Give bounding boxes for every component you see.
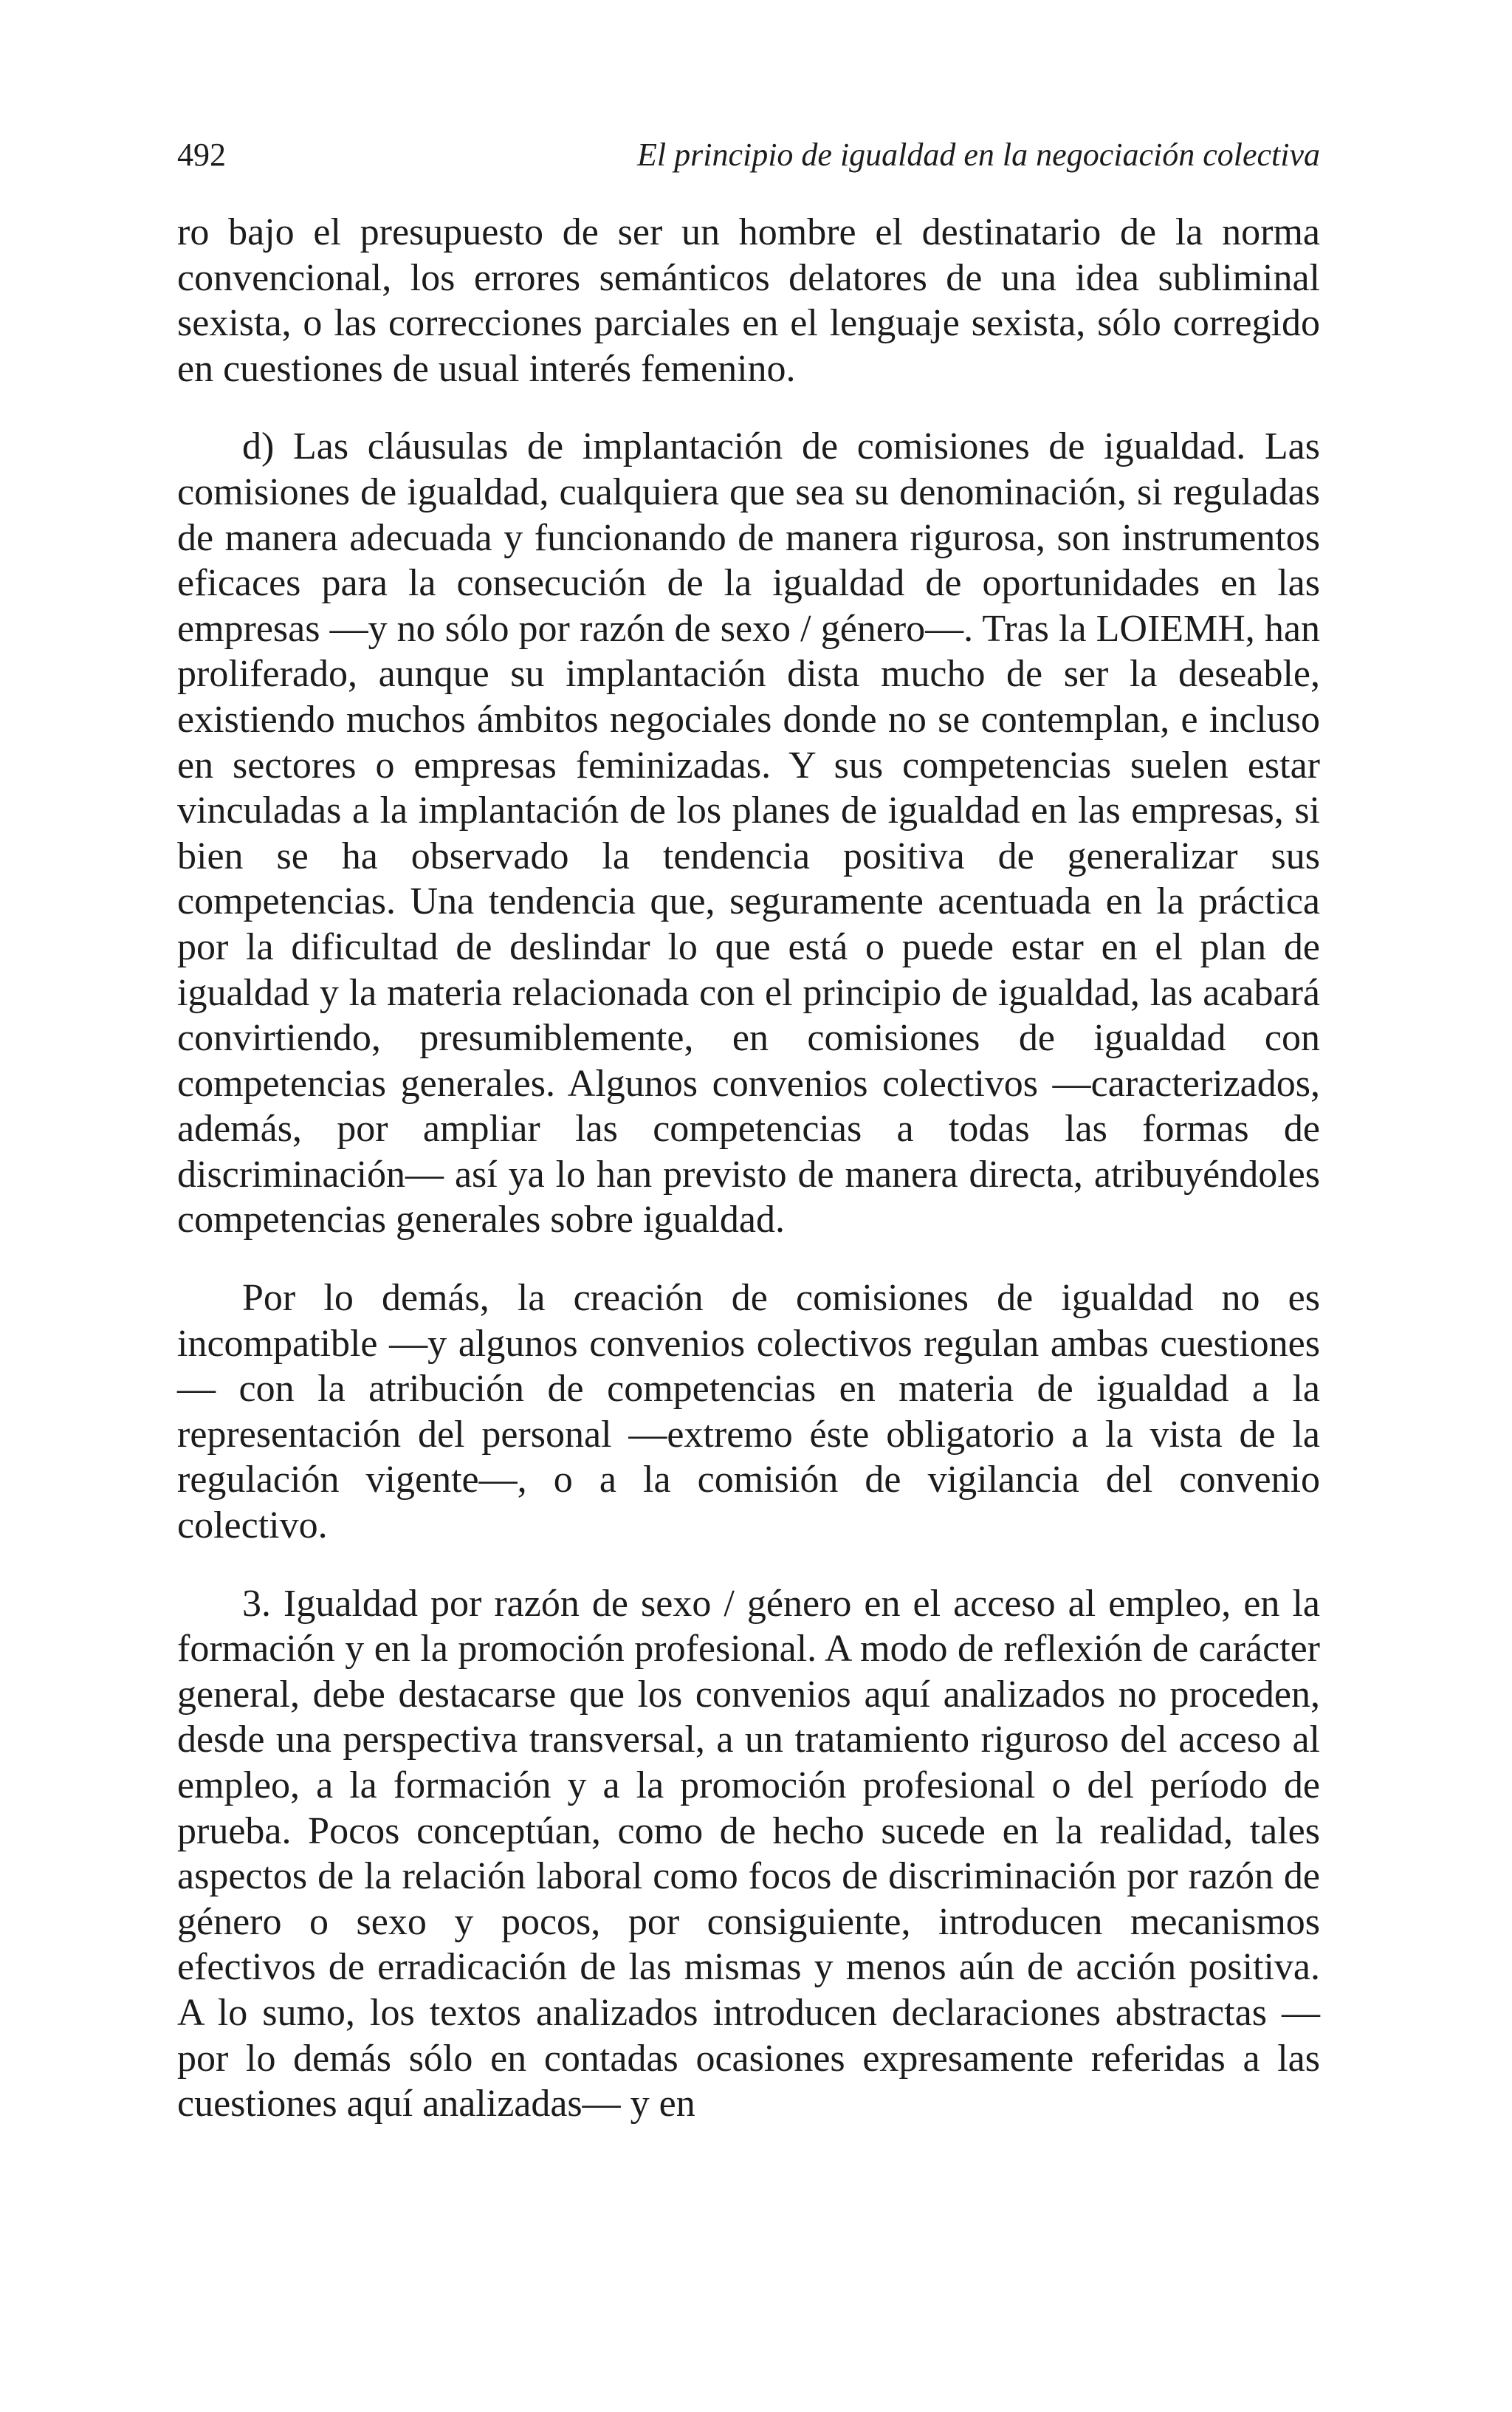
paragraph-por-lo-demas: Por lo demás, la creación de comisiones de igualdad no es incompatible —y algunos convenios colectivos regulan ambas cuestiones— con la atribución de competencias en materia de igualdad a la representación del personal —extremo éste obligatorio a la vista de la regulación vigente—, o a la comisión de vigilancia del convenio colectivo. xyxy=(177,1277,1320,1547)
running-header xyxy=(177,133,1320,177)
paragraph-continuation: ro bajo el presupuesto de ser un hombre el destinatario de la norma convencional, los errores semánticos delatores de una idea subliminal sexista, o las correcciones parciales en el lenguaje sexista, sólo corregido en cuestiones de usual interés femenino. xyxy=(177,211,1320,390)
paragraph-comisiones-igualdad: d) Las cláusulas de implantación de comisiones de igualdad. Las comisiones de igualdad, cualquiera que sea su denominación, si reguladas de manera adecuada y funcionando de manera rigurosa, son instrumentos eficaces para la consecución de la igualdad de oportunidades en las empresas —y no sólo por razón de sexo / género—. Tras la LOIEMH, han proliferado, aunque su implantación dista mucho de ser la deseable, existiendo muchos ámbitos negociales donde no se contemplan, e incluso en sectores o empresas feminizadas. Y sus competencias suelen estar vinculadas a la implantación de los planes de igualdad en las empresas, si bien se ha observado la tendencia positiva de generalizar sus competencias. Una tendencia que, seguramente acentuada en la práctica por la dificultad de deslindar lo que está o puede estar en el plan de igualdad y la materia relacionada con el principio de igualdad, las acabará convirtiendo, presumiblemente, en comisiones de igualdad con competencias generales. Algunos convenios colectivos —caracterizados, además, por ampliar las competencias a todas las formas de discriminación— así ya lo han previsto de manera directa, atribuyéndoles competencias generales sobre igualdad. xyxy=(177,425,1320,1241)
body-text xyxy=(177,210,1320,2127)
page-number: 492 xyxy=(177,137,226,173)
running-title: El principio de igualdad en la negociación colectiva xyxy=(637,137,1320,173)
paragraph-acceso-empleo: 3. Igualdad por razón de sexo / género en el acceso al empleo, en la formación y en la promoción profesional. A modo de reflexión de carácter general, debe destacarse que los convenios aquí analizados no proceden, desde una perspectiva transversal, a un tratamiento riguroso del acceso al empleo, a la formación y a la promoción profesional o del período de prueba. Pocos conceptúan, como de hecho sucede en la realidad, tales aspectos de la relación laboral como focos de discriminación por razón de género o sexo y pocos, por consiguiente, introducen mecanismos efectivos de erradicación de las mismas y menos aún de acción positiva. A lo sumo, los textos analizados introducen declaraciones abstractas —por lo demás sólo en contadas ocasiones expresamente referidas a las cuestiones aquí analizadas— y en xyxy=(177,1582,1320,2125)
book-page xyxy=(177,133,1320,2127)
